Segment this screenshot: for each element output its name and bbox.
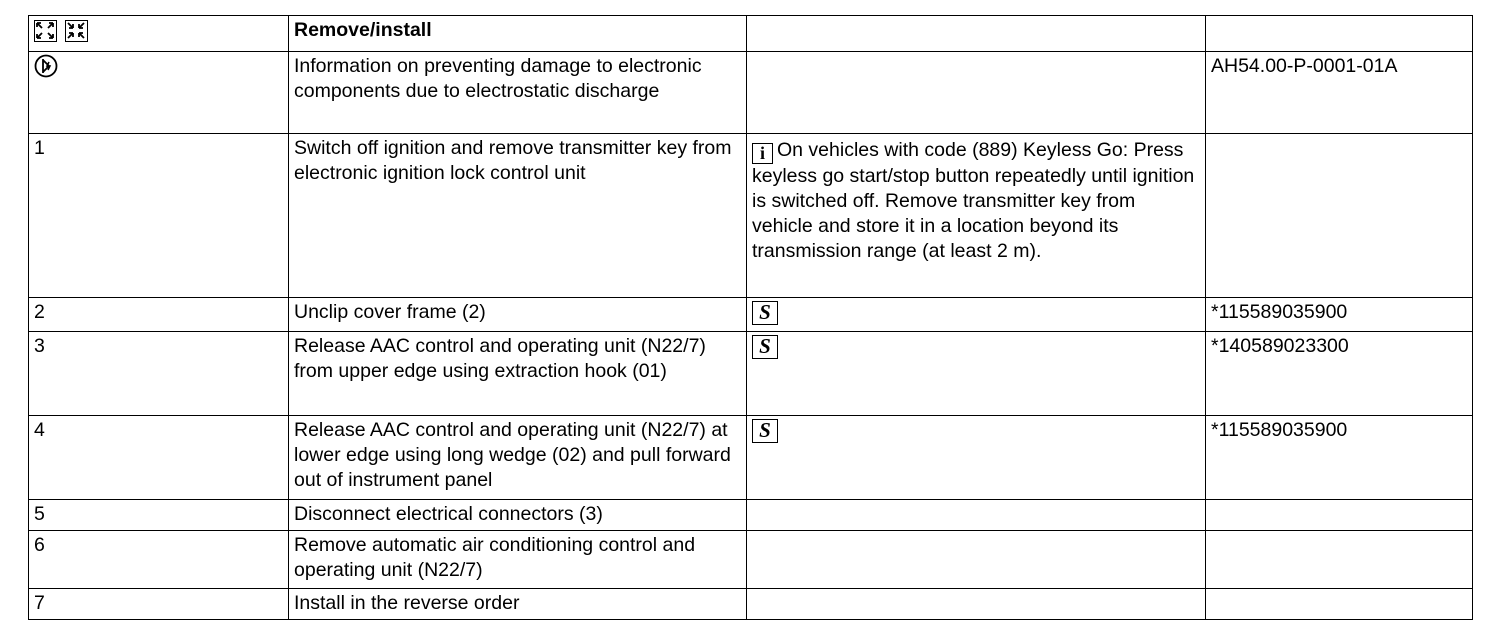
table-row (29, 589, 1473, 620)
esd-warning-icon (34, 54, 58, 85)
step-number: 6 (29, 531, 289, 589)
table-row (29, 416, 1473, 500)
esd-row (29, 52, 1473, 134)
step-reference[interactable]: *140589023300 (1206, 332, 1473, 416)
step-number: 7 (29, 589, 289, 620)
step-reference (1206, 500, 1473, 531)
step-text: Disconnect electrical connectors (3) (289, 500, 747, 531)
expand-collapse-cell (29, 16, 289, 52)
step-number: 2 (29, 298, 289, 332)
collapse-all-icon[interactable] (65, 20, 88, 42)
step-note (747, 134, 1206, 298)
step-reference (1206, 134, 1473, 298)
step-reference (1206, 589, 1473, 620)
step-text: Release AAC control and operating unit (N22/7) from upper edge using extraction hook (01) (289, 332, 747, 416)
step-number: 5 (29, 500, 289, 531)
step-number: 4 (29, 416, 289, 500)
step-text: Install in the reverse order (289, 589, 747, 620)
special-tool-icon[interactable]: S (752, 301, 778, 325)
table-row (29, 500, 1473, 531)
step-note (747, 531, 1206, 589)
info-icon[interactable]: i (752, 143, 773, 164)
step-number: 1 (29, 134, 289, 298)
step-tool-cell (747, 332, 1206, 416)
step-note (747, 589, 1206, 620)
step-number: 3 (29, 332, 289, 416)
step-text: Remove automatic air conditioning control and operating unit (N22/7) (289, 531, 747, 589)
special-tool-icon[interactable]: S (752, 419, 778, 443)
step-text: Release AAC control and operating unit (N22/7) at lower edge using long wedge (02) and pull forward out of instrument panel (289, 416, 747, 500)
esd-reference[interactable]: AH54.00-P-0001-01A (1206, 52, 1473, 134)
esd-text: Information on preventing damage to electronic components due to electrostatic discharge (289, 52, 747, 134)
expand-all-icon[interactable] (34, 20, 57, 42)
esd-note (747, 52, 1206, 134)
step-note-text: On vehicles with code (889) Keyless Go: Press keyless go start/stop button repeatedly until ignition is switched off. Remove transmitter key from vehicle and store it in a location beyond its transmission range (at least 2 m). (752, 139, 1195, 262)
table-row (29, 332, 1473, 416)
section-title: Remove/install (289, 16, 747, 52)
step-reference[interactable]: *115589035900 (1206, 298, 1473, 332)
procedure-table (28, 15, 1473, 620)
step-reference (1206, 531, 1473, 589)
step-tool-cell (747, 416, 1206, 500)
header-col4 (1206, 16, 1473, 52)
header-col3 (747, 16, 1206, 52)
special-tool-icon[interactable]: S (752, 335, 778, 359)
step-note (747, 500, 1206, 531)
table-row (29, 134, 1473, 298)
header-row (29, 16, 1473, 52)
table-row (29, 531, 1473, 589)
step-text: Switch off ignition and remove transmitter key from electronic ignition lock control unit (289, 134, 747, 298)
esd-icon-cell (29, 52, 289, 134)
step-tool-cell (747, 298, 1206, 332)
table-row (29, 298, 1473, 332)
step-reference[interactable]: *115589035900 (1206, 416, 1473, 500)
step-text: Unclip cover frame (2) (289, 298, 747, 332)
